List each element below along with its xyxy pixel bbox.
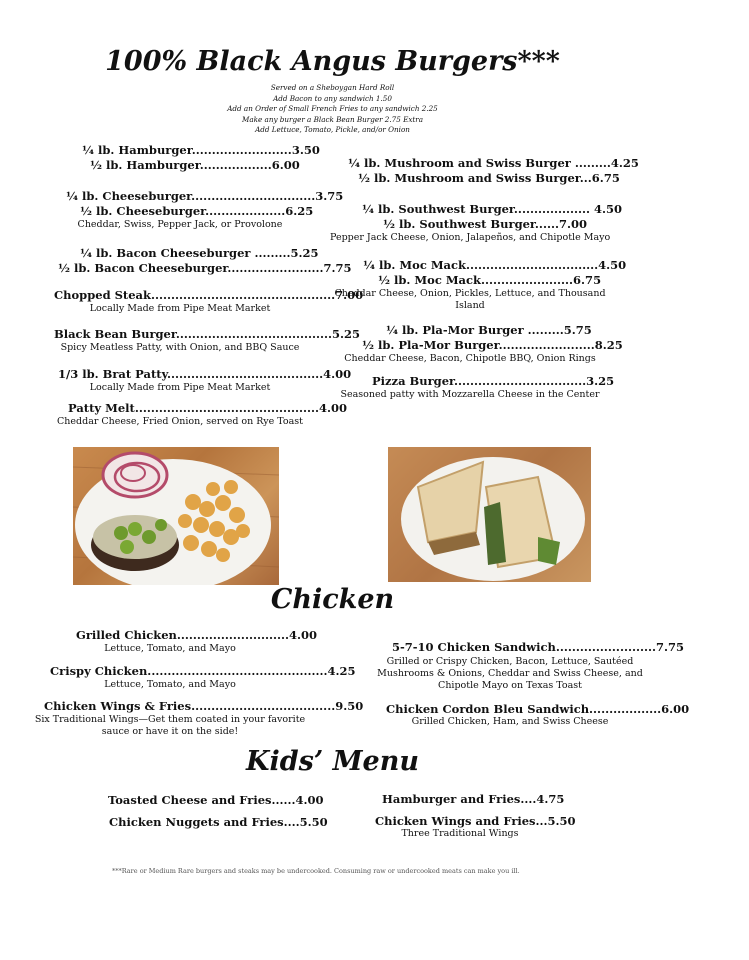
menu-item-pizza-burger: Pizza Burger.................................3.25 (372, 374, 615, 388)
menu-item-bacon-cheeseburger-quarter: ¼ lb. Bacon Cheeseburger .........5.25 (80, 246, 319, 260)
note-roll: Served on a Sheboygan Hard Roll (270, 83, 395, 92)
menu-item-chicken-nuggets-fries: Chicken Nuggets and Fries....5.50 (109, 815, 328, 829)
burger-plate-illustration (73, 447, 279, 585)
sandwich-photo (388, 447, 591, 582)
menu-item-description: Six Traditional Wings—Get them coated in your favorite (34, 714, 306, 725)
menu-item-description: Lettuce, Tomato, and Mayo (104, 679, 236, 690)
menu-item-description: Locally Made from Pipe Meat Market (89, 303, 271, 314)
menu-item-grilled-chicken: Grilled Chicken............................4.00 (76, 628, 317, 642)
menu-item-chopped-steak: Chopped Steak..............................................7.00 (54, 288, 364, 302)
menu-item-southwest-half: ½ lb. Southwest Burger......7.00 (383, 217, 587, 231)
sandwich-plate-illustration (388, 447, 591, 582)
menu-item-description: Three Traditional Wings (401, 828, 519, 839)
menu-item-mushroom-swiss-quarter: ¼ lb. Mushroom and Swiss Burger .........4.25 (348, 156, 639, 170)
burgers-title: 100% Black Angus Burgers*** (105, 46, 560, 77)
note-toppings: Add Lettuce, Tomato, Pickle, and/or Onion (255, 125, 410, 134)
menu-item-bacon-cheeseburger-half: ½ lb. Bacon Cheeseburger........................7.75 (58, 261, 352, 275)
menu-item-description: Grilled Chicken, Ham, and Swiss Cheese (411, 716, 609, 727)
menu-item-brat-patty: 1/3 lb. Brat Patty.......................................4.00 (58, 367, 352, 381)
burger-cheese-curds-photo (73, 447, 279, 585)
chicken-title: Chicken (270, 584, 395, 615)
menu-item-cheeseburger-quarter: ¼ lb. Cheeseburger...............................3.75 (66, 189, 344, 203)
menu-item-hamburger-quarter: ¼ lb. Hamburger.........................3.50 (82, 143, 320, 157)
menu-item-description: Seasoned patty with Mozzarella Cheese in the Center (340, 389, 600, 400)
menu-item-crispy-chicken: Crispy Chicken.............................................4.25 (50, 664, 356, 678)
menu-item-description: Mushrooms & Onions, Cheddar and Swiss Cheese, and (377, 668, 643, 679)
menu-item-description: Island (455, 300, 485, 311)
menu-item-patty-melt: Patty Melt..............................................4.00 (68, 401, 348, 415)
menu-item-description: Spicy Meatless Patty, with Onion, and BBQ Sauce (60, 342, 300, 353)
menu-item-toasted-cheese-fries: Toasted Cheese and Fries......4.00 (108, 793, 324, 807)
menu-item-chicken-cordon-bleu: Chicken Cordon Bleu Sandwich..................6.00 (386, 702, 690, 716)
menu-item-kids-chicken-wings-fries: Chicken Wings and Fries...5.50 (375, 814, 576, 828)
note-fries: Add an Order of Small French Fries to any sandwich 2.25 (227, 104, 438, 113)
menu-item-hamburger-half: ½ lb. Hamburger..................6.00 (90, 158, 300, 172)
menu-item-black-bean-burger: Black Bean Burger.......................................5.25 (54, 327, 361, 341)
kids-menu-title: Kids’ Menu (246, 746, 419, 777)
menu-item-mushroom-swiss-half: ½ lb. Mushroom and Swiss Burger...6.75 (358, 171, 620, 185)
menu-item-description: sauce or have it on the side! (101, 726, 239, 737)
menu-item-description: Cheddar Cheese, Bacon, Chipotle BBQ, Onion Rings (344, 353, 596, 364)
menu-item-description: Pepper Jack Cheese, Onion, Jalapeños, and Chipotle Mayo (330, 232, 611, 243)
burgers-notes (0, 83, 665, 136)
menu-item-pla-mor-half: ½ lb. Pla-Mor Burger........................8.25 (362, 338, 623, 352)
menu-item-description: Lettuce, Tomato, and Mayo (104, 643, 236, 654)
note-blackbean: Make any burger a Black Bean Burger 2.75 Extra (242, 114, 423, 124)
note-bacon: Add Bacon to any sandwich 1.50 (273, 93, 392, 103)
menu-item-moc-mack-half: ½ lb. Moc Mack.......................6.75 (378, 273, 602, 287)
menu-item-description: Grilled or Crispy Chicken, Bacon, Lettuce, Sautéed (386, 656, 634, 667)
menu-item-description: Cheddar, Swiss, Pepper Jack, or Provolone (77, 219, 283, 230)
menu-item-chicken-wings-fries: Chicken Wings & Fries....................................9.50 (44, 699, 364, 713)
menu-item-pla-mor-quarter: ¼ lb. Pla-Mor Burger .........5.75 (386, 323, 592, 337)
menu-item-southwest-quarter: ¼ lb. Southwest Burger................... 4.50 (362, 202, 623, 216)
menu-item-description: Locally Made from Pipe Meat Market (89, 382, 271, 393)
menu-item-cheeseburger-half: ½ lb. Cheeseburger....................6.25 (80, 204, 314, 218)
undercooked-disclaimer: ***Rare or Medium Rare burgers and steaks may be undercooked. Consuming raw or undercooked meats can make you ill. (112, 867, 520, 875)
menu-item-5-7-10-chicken-sandwich: 5-7-10 Chicken Sandwich.........................7.75 (392, 640, 684, 654)
menu-item-description: Chipotle Mayo on Texas Toast (438, 680, 582, 691)
menu-item-description: Cheddar Cheese, Onion, Pickles, Lettuce, and Thousand (334, 288, 606, 299)
menu-item-moc-mack-quarter: ¼ lb. Moc Mack.................................4.50 (363, 258, 627, 272)
menu-item-description: Cheddar Cheese, Fried Onion, served on Rye Toast (57, 416, 303, 427)
menu-item-kids-hamburger-fries: Hamburger and Fries....4.75 (382, 792, 565, 806)
